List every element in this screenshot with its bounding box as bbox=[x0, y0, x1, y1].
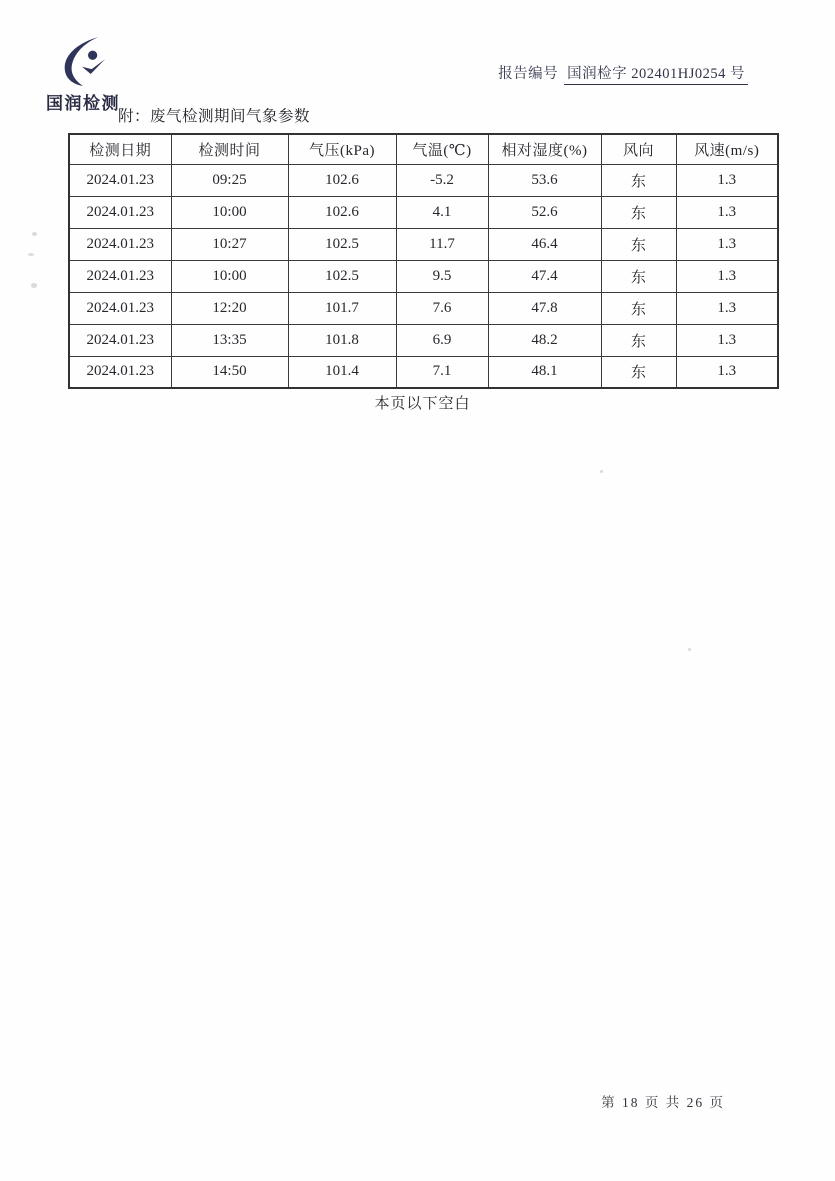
table-cell: 东 bbox=[601, 324, 676, 356]
table-cell: 1.3 bbox=[676, 228, 778, 260]
weather-table-body bbox=[69, 164, 778, 388]
table-cell: 2024.01.23 bbox=[69, 324, 171, 356]
table-cell: 2024.01.23 bbox=[69, 260, 171, 292]
table-cell: 10:00 bbox=[171, 260, 288, 292]
column-header-pressure: 气压(kPa) bbox=[288, 134, 396, 164]
table-cell: 52.6 bbox=[488, 196, 601, 228]
table-row bbox=[69, 228, 778, 260]
blank-below-note: 本页以下空白 bbox=[374, 396, 471, 412]
table-cell: -5.2 bbox=[396, 164, 488, 196]
table-cell: 东 bbox=[601, 356, 676, 388]
table-header-row bbox=[69, 134, 778, 164]
table-cell: 1.3 bbox=[676, 196, 778, 228]
table-cell: 101.7 bbox=[288, 292, 396, 324]
table-cell: 1.3 bbox=[676, 260, 778, 292]
table-cell: 48.2 bbox=[488, 324, 601, 356]
table-cell: 102.6 bbox=[288, 196, 396, 228]
table-cell: 2024.01.23 bbox=[69, 292, 171, 324]
column-header-time: 检测时间 bbox=[171, 134, 288, 164]
table-cell: 9.5 bbox=[396, 260, 488, 292]
table-cell: 101.8 bbox=[288, 324, 396, 356]
scan-speck bbox=[688, 648, 691, 651]
table-cell: 101.4 bbox=[288, 356, 396, 388]
table-cell: 4.1 bbox=[396, 196, 488, 228]
table-cell: 102.6 bbox=[288, 164, 396, 196]
table-cell: 102.5 bbox=[288, 228, 396, 260]
table-row bbox=[69, 164, 778, 196]
table-cell: 09:25 bbox=[171, 164, 288, 196]
table-cell: 2024.01.23 bbox=[69, 196, 171, 228]
weather-parameters-table bbox=[68, 133, 779, 389]
table-row bbox=[69, 292, 778, 324]
column-header-wind-direction: 风向 bbox=[601, 134, 676, 164]
table-cell: 东 bbox=[601, 260, 676, 292]
page-number-footer: 第 18 页 共 26 页 bbox=[601, 1095, 725, 1110]
report-number-label: 报告编号 bbox=[498, 66, 559, 82]
logo-text: 国润检测 bbox=[46, 94, 120, 113]
table-row bbox=[69, 196, 778, 228]
report-number-value: 国润检字 202401HJ0254 号 bbox=[564, 66, 748, 85]
table-cell: 1.3 bbox=[676, 164, 778, 196]
column-header-wind-speed: 风速(m/s) bbox=[676, 134, 778, 164]
table-cell: 13:35 bbox=[171, 324, 288, 356]
table-row bbox=[69, 260, 778, 292]
table-cell: 2024.01.23 bbox=[69, 164, 171, 196]
scan-speck bbox=[31, 283, 37, 288]
table-cell: 48.1 bbox=[488, 356, 601, 388]
column-header-humidity: 相对湿度(%) bbox=[488, 134, 601, 164]
table-cell: 东 bbox=[601, 196, 676, 228]
table-cell: 1.3 bbox=[676, 356, 778, 388]
table-cell: 东 bbox=[601, 164, 676, 196]
table-row bbox=[69, 356, 778, 388]
table-cell: 10:00 bbox=[171, 196, 288, 228]
scan-speck bbox=[32, 232, 37, 236]
table-cell: 14:50 bbox=[171, 356, 288, 388]
table-cell: 6.9 bbox=[396, 324, 488, 356]
table-cell: 东 bbox=[601, 228, 676, 260]
table-cell: 12:20 bbox=[171, 292, 288, 324]
report-number-line bbox=[498, 62, 748, 83]
table-cell: 47.4 bbox=[488, 260, 601, 292]
table-cell: 10:27 bbox=[171, 228, 288, 260]
table-cell: 46.4 bbox=[488, 228, 601, 260]
table-cell: 1.3 bbox=[676, 324, 778, 356]
attachment-caption: 附：废气检测期间气象参数 bbox=[118, 108, 311, 125]
table-cell: 2024.01.23 bbox=[69, 228, 171, 260]
logo-swoosh-icon bbox=[54, 36, 112, 86]
table-cell: 11.7 bbox=[396, 228, 488, 260]
table-cell: 1.3 bbox=[676, 292, 778, 324]
table-cell: 7.6 bbox=[396, 292, 488, 324]
column-header-date: 检测日期 bbox=[69, 134, 171, 164]
table-cell: 47.8 bbox=[488, 292, 601, 324]
company-logo bbox=[46, 36, 156, 114]
table-cell: 53.6 bbox=[488, 164, 601, 196]
table-row bbox=[69, 324, 778, 356]
table-cell: 东 bbox=[601, 292, 676, 324]
table-cell: 2024.01.23 bbox=[69, 356, 171, 388]
table-cell: 7.1 bbox=[396, 356, 488, 388]
scan-speck bbox=[28, 253, 34, 256]
scan-speck bbox=[600, 470, 603, 473]
column-header-temperature: 气温(℃) bbox=[396, 134, 488, 164]
table-cell: 102.5 bbox=[288, 260, 396, 292]
